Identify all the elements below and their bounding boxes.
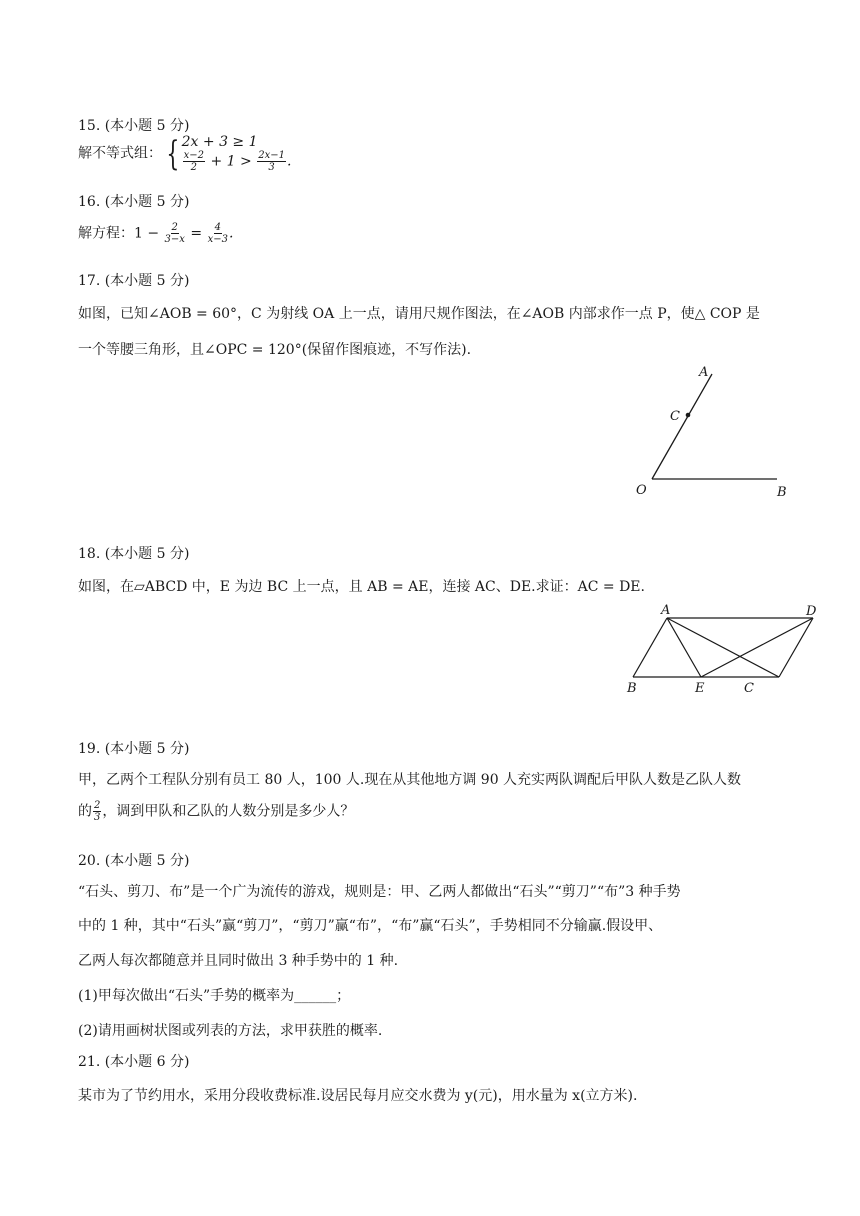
q20-line3: 乙两人每次都随意并且同时做出 3 种手势中的 1 种. xyxy=(78,953,399,969)
q16-header: 16. (本小题 5 分) xyxy=(78,194,190,210)
q16-equation: 解方程：1 − $\frac{2}{3-x}$ = $\frac{4}{x-3}$ . xyxy=(78,222,234,245)
label-b: B xyxy=(777,485,787,500)
q20-sub1: (1)甲每次做出“石头”手势的概率为______； xyxy=(78,988,351,1004)
label-a: A xyxy=(699,365,709,380)
system-brace: { xyxy=(166,133,180,174)
label-d: D xyxy=(806,604,817,619)
q20-header: 20. (本小题 5 分) xyxy=(78,853,190,869)
fraction: $\frac{x-2}{2}$ xyxy=(183,150,205,173)
q19-line1: 甲，乙两个工程队分别有员工 80 人，100 人.现在从其他地方调 90 人充实两队调配后甲队人数是乙队人数 xyxy=(78,772,742,788)
label-b: B xyxy=(627,681,637,696)
fraction: $\frac{2}{3}$ xyxy=(94,800,101,823)
q17-line1: 如图，已知∠AOB = 60°，C 为射线 OA 上一点，请用尺规作图法，在∠AOB 内部求作一点 P，使△ COP 是 xyxy=(78,306,760,322)
label-e: E xyxy=(695,681,705,696)
angle-aob-figure xyxy=(620,360,800,500)
q21-line1: 某市为了节约用水，采用分段收费标准.设居民每月应交水费为 y(元)，用水量为 x(立方米). xyxy=(78,1088,638,1104)
label-o: O xyxy=(636,483,647,498)
point-c xyxy=(686,413,691,418)
side-ab xyxy=(633,618,667,677)
fraction: $\frac{2x-1}{3}$ xyxy=(258,150,285,173)
label-c: C xyxy=(744,681,754,696)
q19-header: 19. (本小题 5 分) xyxy=(78,741,190,757)
q19-line2: 的 $\frac{2}{3}$ ，调到甲队和乙队的人数分别是多少人？ xyxy=(78,800,355,823)
fraction: $\frac{2}{3-x}$ xyxy=(164,222,185,245)
q20-line2: 中的 1 种，其中“石头”赢“剪刀”，“剪刀”赢“布”，“布”赢“石头”，手势相同不分输赢.假设甲、 xyxy=(78,918,663,934)
q17-header: 17. (本小题 5 分) xyxy=(78,273,190,289)
q15-prompt: 解不等式组： xyxy=(78,145,162,162)
fraction: $\frac{4}{x-3}$ xyxy=(207,222,228,245)
q20-sub2: (2)请用画树状图或列表的方法，求甲获胜的概率. xyxy=(78,1023,383,1039)
q20-line1: “石头、剪刀、布”是一个广为流传的游戏，规则是：甲、乙两人都做出“石头”“剪刀”“布”3 种手势 xyxy=(78,884,681,900)
inequality-2: $\frac{x-2}{2}$ + 1 > $\frac{2x-1}{3}$ . xyxy=(183,150,292,173)
q18-header: 18. (本小题 5 分) xyxy=(78,546,190,562)
inequality-1: 2x + 3 ≥ 1 xyxy=(181,134,258,150)
q15-header: 15. (本小题 5 分) xyxy=(78,118,190,134)
inequality-system xyxy=(182,134,292,173)
ray-oa xyxy=(652,374,712,479)
label-a: A xyxy=(661,603,671,618)
q15-body xyxy=(78,134,291,173)
parallelogram-figure xyxy=(620,600,817,700)
q18-line1: 如图，在▱ABCD 中，E 为边 BC 上一点，且 AB = AE，连接 AC、DE.求证：AC = DE. xyxy=(78,579,645,595)
q21-header: 21. (本小题 6 分) xyxy=(78,1054,190,1070)
q17-line2: 一个等腰三角形，且∠OPC = 120°(保留作图痕迹，不写作法). xyxy=(78,342,472,358)
label-c: C xyxy=(670,409,680,424)
